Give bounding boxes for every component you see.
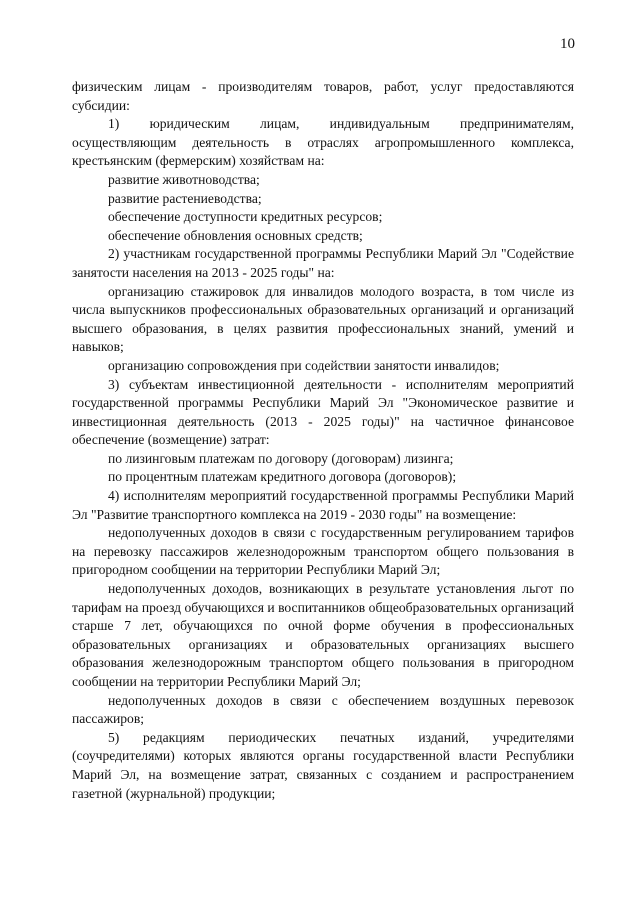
page-number: 10 — [560, 36, 575, 52]
paragraph: недополученных доходов, возникающих в результате установления льгот по тарифам на проезд обучающихся и воспитанников общеобразовательных организаций старше 7 лет, обучающихся по очной форме обучения в профессиональных образовательных организациях и образовательных организациях высшего образования железнодорожным транспортом общего пользования в пригородном сообщении на территории Республики Марий Эл; — [72, 581, 574, 689]
paragraph: 1) юридическим лицам, индивидуальным предпринимателям, осуществляющим деятельность в отраслях агропромышленного комплекса, крестьянским (фермерским) хозяйствам на: — [72, 116, 574, 169]
paragraph: физическим лицам - производителям товаров, работ, услуг предоставляются субсидии: — [72, 79, 574, 113]
paragraph: организацию сопровождения при содействии занятости инвалидов; — [108, 357, 500, 373]
paragraph: 5) редакциям периодических печатных изданий, учредителями (соучредителями) которых являются органы государственной власти Республики Марий Эл, на возмещение затрат, связанных с созданием и распространением газетной (журнальной) продукции; — [72, 729, 574, 801]
paragraph: 3) субъектам инвестиционной деятельности - исполнителям мероприятий государственной программы Республики Марий Эл "Экономическое развитие и инвестиционная деятельность (2013 - 2025 годы)" на частичное финансовое обеспечение (возмещение) затрат: — [72, 376, 574, 448]
paragraph: недополученных доходов в связи с обеспечением воздушных перевозок пассажиров; — [72, 692, 574, 727]
paragraph: развитие животноводства; — [108, 171, 260, 187]
paragraph: обеспечение обновления основных средств; — [108, 227, 363, 243]
paragraph: по лизинговым платежам по договору (договорам) лизинга; — [108, 450, 454, 466]
paragraph: организацию стажировок для инвалидов молодого возраста, в том числе из числа выпускников профессиональных образовательных организаций и организаций высшего образования, в целях развития профессиональных знаний, умений и навыков; — [72, 283, 574, 355]
paragraph: 4) исполнителям мероприятий государственной программы Республики Марий Эл "Развитие транспортного комплекса на 2019 - 2030 годы" на возмещение: — [72, 488, 574, 522]
paragraph: обеспечение доступности кредитных ресурсов; — [108, 209, 383, 225]
paragraph: развитие растениеводства; — [108, 190, 262, 206]
paragraph: по процентным платежам кредитного договора (договоров); — [108, 469, 457, 485]
paragraph: недополученных доходов в связи с государственным регулированием тарифов на перевозку пассажиров железнодорожным транспортом общего пользования в пригородном сообщении на территории Республики Марий Эл; — [72, 525, 574, 578]
document-body — [72, 78, 574, 803]
paragraph: 2) участникам государственной программы Республики Марий Эл "Содействие занятости населения на 2013 - 2025 годы" на: — [72, 246, 574, 280]
